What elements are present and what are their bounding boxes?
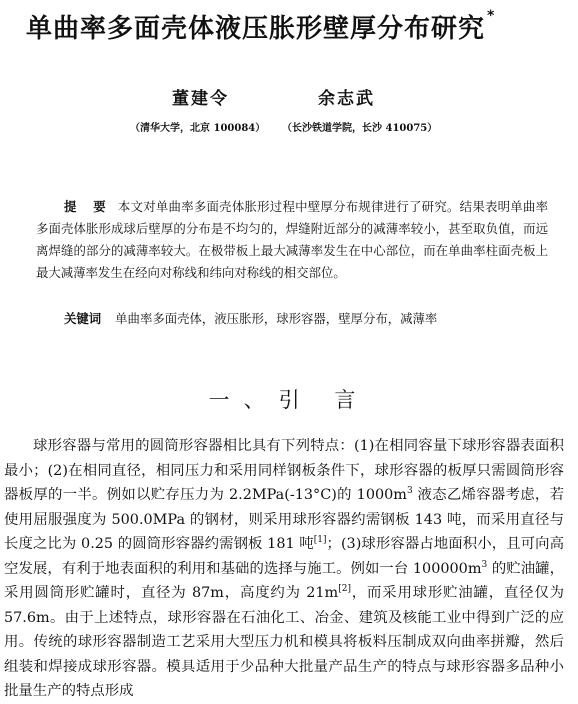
- affiliation-list: [0, 119, 578, 135]
- author-list: [0, 84, 578, 108]
- paper-title: [26, 8, 566, 45]
- author-affiliation: （长沙铁道学院，长沙 410075）: [282, 123, 438, 134]
- keywords-text: 单曲率多面壳体，液压胀形，球形容器，壁厚分布，减薄率: [115, 311, 438, 326]
- author-name: 余志武: [318, 89, 375, 109]
- body-text-run: 的贮油罐，采用圆筒形贮罐时，直径为 87m，高度约为 21m: [4, 560, 564, 601]
- abstract: [36, 196, 548, 284]
- superscript: 3: [406, 486, 413, 497]
- title-footnote-mark: *: [487, 8, 496, 24]
- body-text-run: 液态乙烯容器考虑，若使用屈服强度为 500.0MPa 的钢材，则采用球形容器约需钢板 143 吨，而采用直径与长度之比为 0.25 的圆筒形容器约需钢板 181 吨: [4, 487, 565, 552]
- citation-ref: [2]: [338, 584, 351, 595]
- body-text-run: ；(3)球形容器占地面积小，且可向高空发展，有利于地表面积的利用和基础的选择与施工。例如一台 100000m: [4, 536, 565, 577]
- body-text-run: 球形容器与常用的圆筒形容器相比具有下列特点：(1)在相同容量下球形容器表面积最小；(2)在相同直径，相同压力和采用同样钢板条件下，球形容器的板厚只需圆筒形容器板厚的一半。例如以贮存压力为 2.2MPa(-13°C)的 1000m: [4, 438, 564, 503]
- body-text-run: ，而采用球形贮油罐，直径仅为 57.6m。由于上述特点，球形容器在石油化工、冶金、建筑及核能工业中得到广泛的应用。传统的球形容器制造工艺采用大型压力机和模具将板料压制成双向曲率拼瓣，然后组装和焊接成球形容器。模具适用于少品种大批量产品生产的特点与球形容器多品种小批量生产的特点形成: [4, 585, 564, 699]
- abstract-text: 本文对单曲率多面壳体胀形过程中壁厚分布规律进行了研究。结果表明单曲率多面壳体胀形成球后壁厚的分布是不均匀的，焊缝附近部分的减薄率较小，甚至取负值，而远离焊缝的部分的减薄率较大。在极带板上最大减薄率发生在中心部位，而在单曲率柱面壳板上最大减薄率发生在经向对称线和纬向对称线的相交部位。: [36, 199, 548, 280]
- keywords-label: 关键词: [64, 311, 102, 326]
- author-name: 董建令: [172, 89, 229, 109]
- citation-ref: [1]: [313, 535, 327, 546]
- author-affiliation: （清华大学，北京 100084）: [130, 123, 266, 134]
- section-heading: 一、引 言: [208, 388, 370, 412]
- keywords: [64, 309, 544, 327]
- title-text: 单曲率多面壳体液压胀形壁厚分布研究: [26, 14, 486, 44]
- superscript: 3: [481, 559, 488, 570]
- body-paragraph: [4, 434, 564, 704]
- abstract-label: 提 要: [64, 199, 112, 214]
